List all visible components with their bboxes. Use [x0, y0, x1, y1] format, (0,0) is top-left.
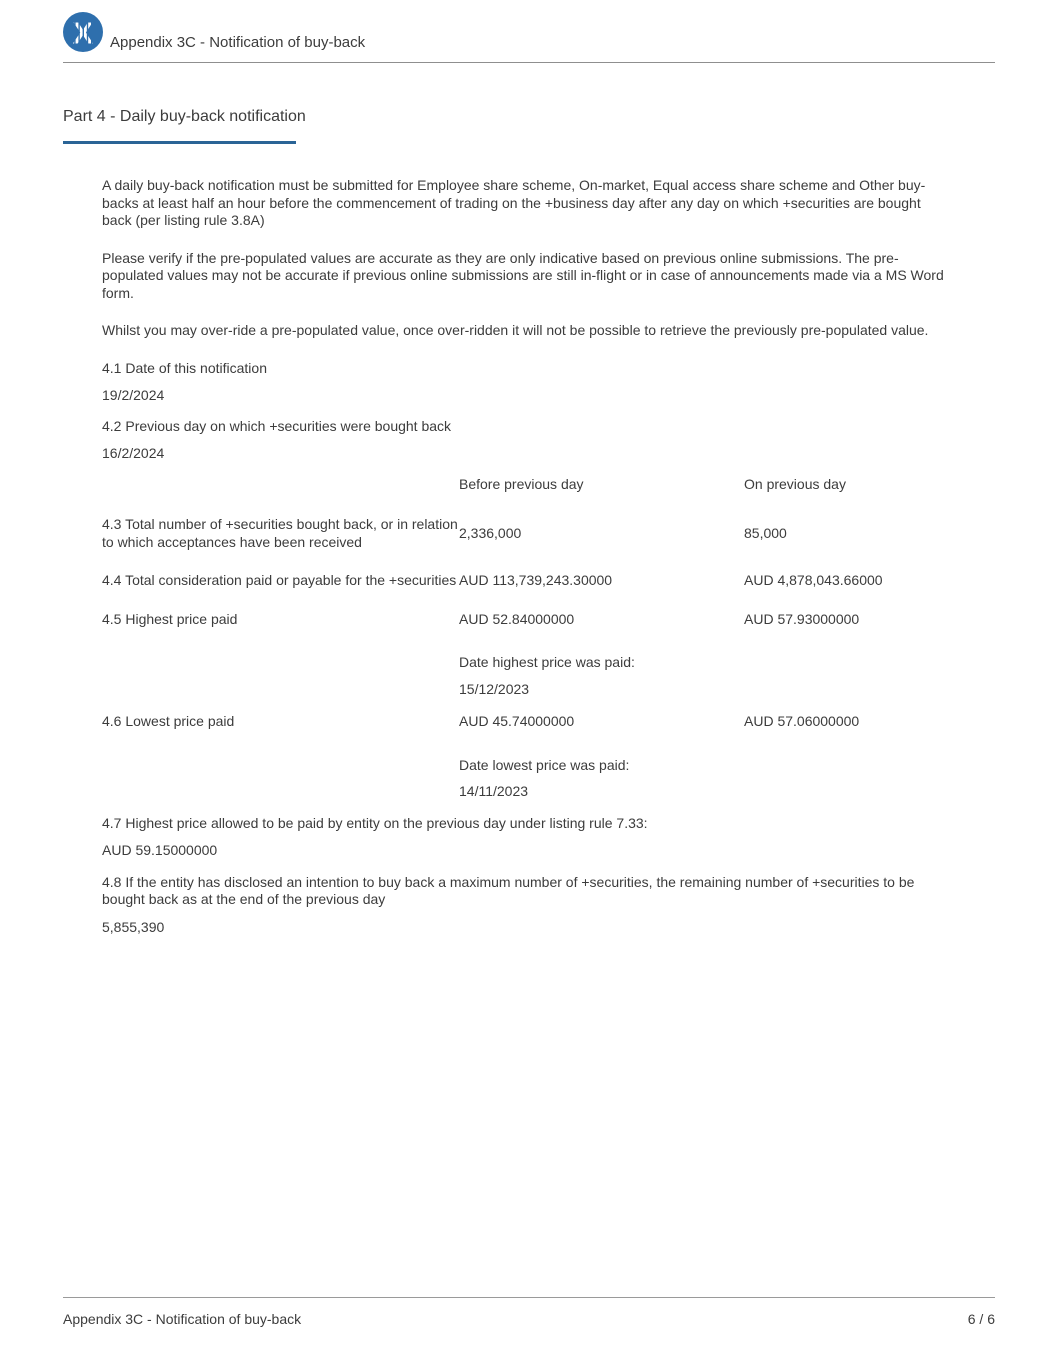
q45-label: 4.5 Highest price paid [102, 610, 238, 627]
col-header-before-previous-day: Before previous day [459, 475, 584, 492]
q43-on-value: 85,000 [744, 524, 787, 541]
svg-text:X: X [72, 15, 94, 51]
question-4-1 [102, 360, 950, 405]
part4-heading-underline [63, 141, 296, 144]
question-4-7 [102, 815, 950, 860]
q44-on-value: AUD 4,878,043.66000 [744, 572, 883, 588]
q47-label: 4.7 Highest price allowed to be paid by entity on the previous day under listing rule 7.33: [102, 814, 648, 831]
part4-content [102, 177, 950, 936]
q47-value: AUD 59.15000000 [102, 842, 218, 858]
intro-paragraph-2: Please verify if the pre-populated values are accurate as they are only indicative based on previous online submissions. The pre-populated values may not be accurate if previous online submissions are still in-flight or in case of announcements made via a MS Word form. [102, 249, 944, 301]
q48-value: 5,855,390 [102, 918, 165, 935]
q45-date-label: Date highest price was paid: [459, 654, 635, 670]
q46-before-value: AUD 45.74000000 [459, 713, 575, 729]
table-row-4-6 [102, 698, 950, 801]
intro-paragraph-1: A daily buy-back notification must be submitted for Employee share scheme, On-market, Equal access share scheme and Other buy-backs at least half an hour before the commencement of trading on the +business day after any day on which +securities are bought back (per listing rule 3.8A) [102, 177, 926, 228]
q41-value: 19/2/2024 [102, 387, 165, 403]
q45-before-cell [459, 590, 744, 699]
table-row-4-3 [102, 495, 950, 551]
table-row-4-4 [102, 551, 950, 590]
q41-label: 4.1 Date of this notification [102, 359, 267, 376]
document-header [63, 0, 995, 63]
q46-on-value: AUD 57.06000000 [744, 713, 860, 729]
document-title: Appendix 3C - Notification of buy-back [110, 34, 366, 51]
buyback-details-table [102, 476, 950, 801]
q43-before-value: 2,336,000 [459, 524, 522, 541]
q46-date-label: Date lowest price was paid: [459, 756, 630, 773]
q46-before-cell [459, 698, 744, 801]
q45-date-value: 15/12/2023 [459, 680, 530, 697]
q46-label: 4.6 Lowest price paid [102, 713, 235, 729]
footer-title: Appendix 3C - Notification of buy-back [63, 1311, 302, 1327]
col-header-on-previous-day: On previous day [744, 475, 846, 492]
q45-on-value: AUD 57.93000000 [744, 610, 860, 627]
intro-paragraph-3: Whilst you may over-ride a pre-populated value, once over-ridden it will not be possible to retrieve the previously pre-populated value. [102, 322, 929, 338]
q45-before-value: AUD 52.84000000 [459, 610, 575, 627]
q44-label: 4.4 Total consideration paid or payable for the +securities [102, 572, 457, 588]
q48-label: 4.8 If the entity has disclosed an intention to buy back a maximum number of +securities, the remaining number of +securities to be bought back as at the end of the previous day [102, 873, 915, 907]
q43-label: 4.3 Total number of +securities bought back, or in relation to which acceptances have been received [102, 516, 458, 550]
question-4-2 [102, 418, 950, 463]
table-header-row [102, 476, 950, 496]
q46-date-value: 14/11/2023 [459, 783, 529, 799]
q44-before-value: AUD 113,739,243.30000 [459, 572, 613, 588]
empty-header-cell [102, 476, 459, 496]
footer-page-number: 6 / 6 [967, 1311, 995, 1327]
q42-value: 16/2/2024 [102, 445, 165, 461]
document-footer [63, 1297, 995, 1327]
part4-heading: Part 4 - Daily buy-back notification [63, 108, 306, 125]
document-body [63, 63, 995, 936]
asx-logo-icon [63, 12, 103, 52]
table-row-4-5 [102, 590, 950, 699]
question-4-8 [102, 874, 950, 937]
q42-label: 4.2 Previous day on which +securities were bought back [102, 417, 452, 434]
